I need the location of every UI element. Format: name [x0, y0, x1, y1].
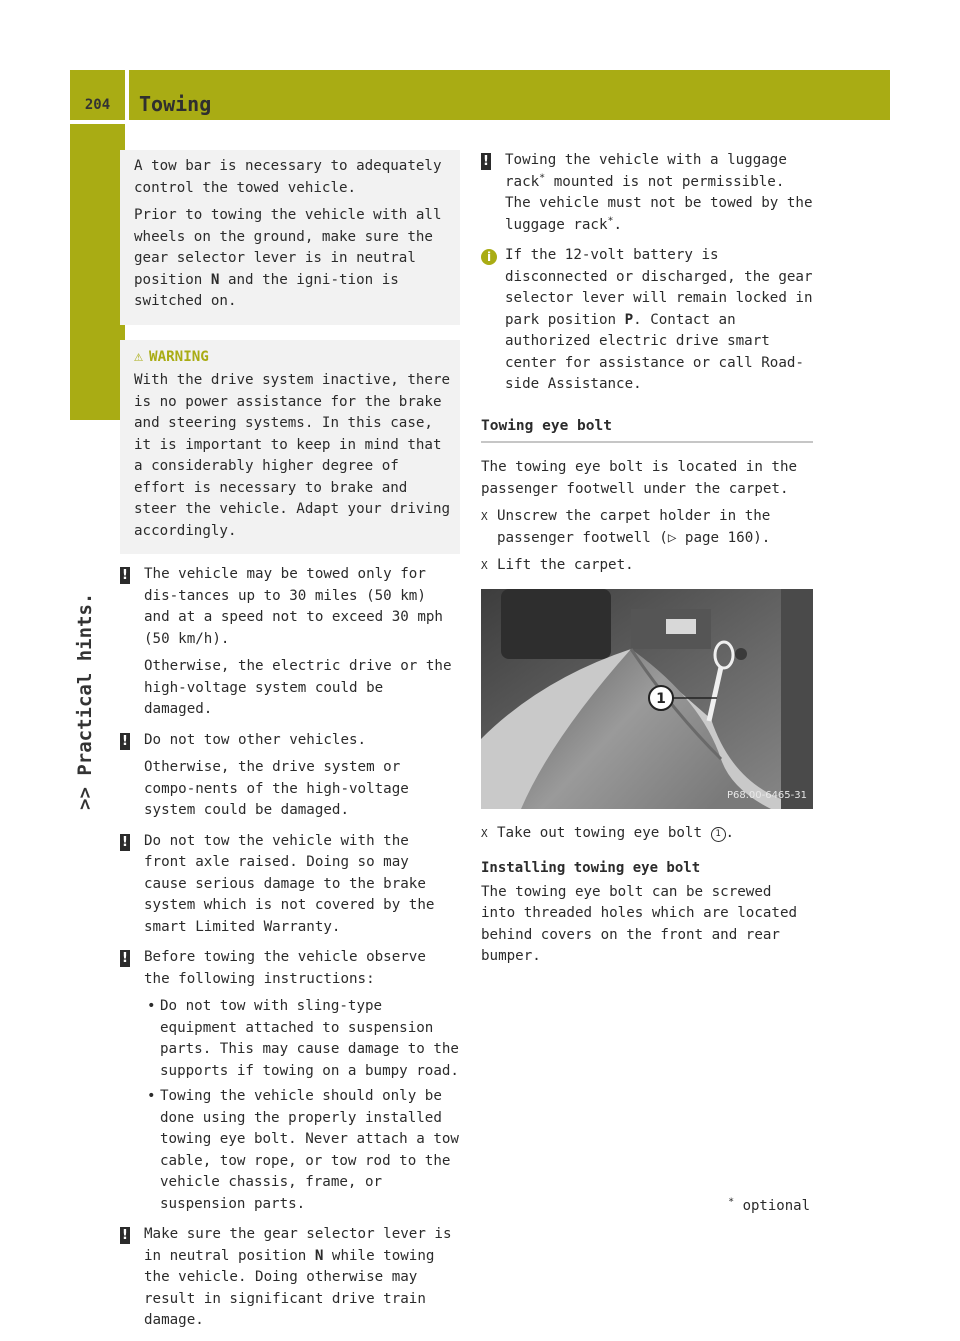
- exclamation-icon: !: [120, 1227, 130, 1244]
- notice-distance: ! The vehicle may be towed only for dis-tances up to 30 miles (50 km) and at a speed not to exceed 30 mph (50 km/h). Otherwise, the electric drive or the high-voltage system could be damaged.: [120, 564, 460, 721]
- note-text-2: Prior to towing the vehicle with all wheels on the ground, make sure the gear selector lever is in neutral position N and the igni-tion is switched on.: [134, 207, 442, 309]
- exclamation-icon: !: [120, 834, 130, 851]
- section-side-label: >> Practical hints.: [74, 592, 96, 810]
- exclamation-icon: !: [120, 950, 130, 967]
- notice-instructions: ! Before towing the vehicle observe the following instructions: • Do not tow with sling-type equipment attached to suspension parts. This may cause damage to the supports if towing on a bumpy road. • Towing the vehicle should only be done using the properly installed towing eye bolt. Never attach a tow cable, tow rope, or tow rod to the vehicle chassis, frame, or suspension parts.: [120, 947, 460, 1215]
- info-icon: i: [481, 249, 497, 265]
- exclamation-icon: !: [120, 733, 130, 750]
- exclamation-icon: !: [481, 153, 491, 170]
- page-ref-triangle-icon: ▷: [667, 529, 677, 546]
- instruction-list: [144, 996, 460, 1215]
- warning-box: [120, 340, 460, 555]
- step-arrow-icon: X: [481, 559, 488, 572]
- section-text: The towing eye bolt is located in the passenger footwell under the carpet.: [481, 459, 798, 497]
- header-title-band: [129, 70, 890, 120]
- notice-neutral: ! Make sure the gear selector lever is in neutral position N while towing the vehicle. Doing otherwise may result in significant drive train damage.: [120, 1224, 460, 1332]
- subsection-heading: Installing towing eye bolt: [481, 860, 701, 876]
- warning-triangle-icon: ⚠: [134, 346, 144, 365]
- note-text-1: A tow bar is necessary to adequately control the towed vehicle.: [134, 158, 442, 196]
- footer-optional-note: * optional: [728, 1196, 810, 1214]
- notice-other-vehicles: ! Do not tow other vehicles. Otherwise, the drive system or compo-nents of the high-voltage system could be damaged.: [120, 730, 460, 822]
- exclamation-icon: !: [120, 567, 130, 584]
- right-column: [481, 150, 813, 974]
- section-heading: Towing eye bolt: [481, 416, 813, 444]
- step-arrow-icon: X: [481, 826, 488, 840]
- figure-callout: 1: [656, 690, 666, 707]
- left-column: [120, 150, 460, 1341]
- side-tab-band: [70, 124, 125, 420]
- notice-luggage-rack: ! Towing the vehicle with a luggage rack* mounted is not permissible. The vehicle must not be towed by the luggage rack*.: [481, 150, 813, 236]
- info-battery: i If the 12-volt battery is disconnected or discharged, the gear selector lever will remain locked in park position P. Contact an authorized electric drive smart center for assistance or call Road-side Assistance.: [481, 245, 813, 396]
- notice-front-axle: ! Do not tow the vehicle with the front axle raised. Doing so may cause serious damage to the brake system which is not covered by the smart Limited Warranty.: [120, 831, 460, 939]
- list-item: • Towing the vehicle should only be done using the properly installed towing eye bolt. Never attach a tow cable, tow rope, or tow rod to the vehicle chassis, frame, or suspension parts.: [144, 1086, 460, 1215]
- step-take-out: X Take out towing eye bolt 1 .: [481, 823, 813, 845]
- footwell-photo: [481, 589, 813, 809]
- subsection-text: The towing eye bolt can be screwed into threaded holes which are located behind covers on the front and rear bumper.: [481, 883, 798, 964]
- warning-text: With the drive system inactive, there is no power assistance for the brake and steering systems. In this case, it is important to keep in mind that a considerably higher degree of effort is necessary to brake and steer the vehicle. Adapt your driving accordingly.: [134, 372, 451, 539]
- step-lift: X Lift the carpet.: [481, 555, 813, 577]
- page-number: 204: [84, 97, 111, 113]
- note-box: [120, 150, 460, 325]
- step-unscrew: X Unscrew the carpet holder in the passenger footwell (▷ page 160).: [481, 508, 771, 546]
- callout-1-icon: 1: [711, 827, 726, 842]
- list-item: • Do not tow with sling-type equipment attached to suspension parts. This may cause damage to the supports if towing on a bumpy road.: [144, 996, 460, 1082]
- figure-code: P68.00-6465-31: [726, 790, 807, 801]
- footwell-illustration: [481, 589, 813, 809]
- step-arrow-icon: X: [481, 510, 488, 523]
- warning-heading: ⚠ WARNING: [134, 346, 452, 369]
- page-title: Towing: [139, 92, 212, 116]
